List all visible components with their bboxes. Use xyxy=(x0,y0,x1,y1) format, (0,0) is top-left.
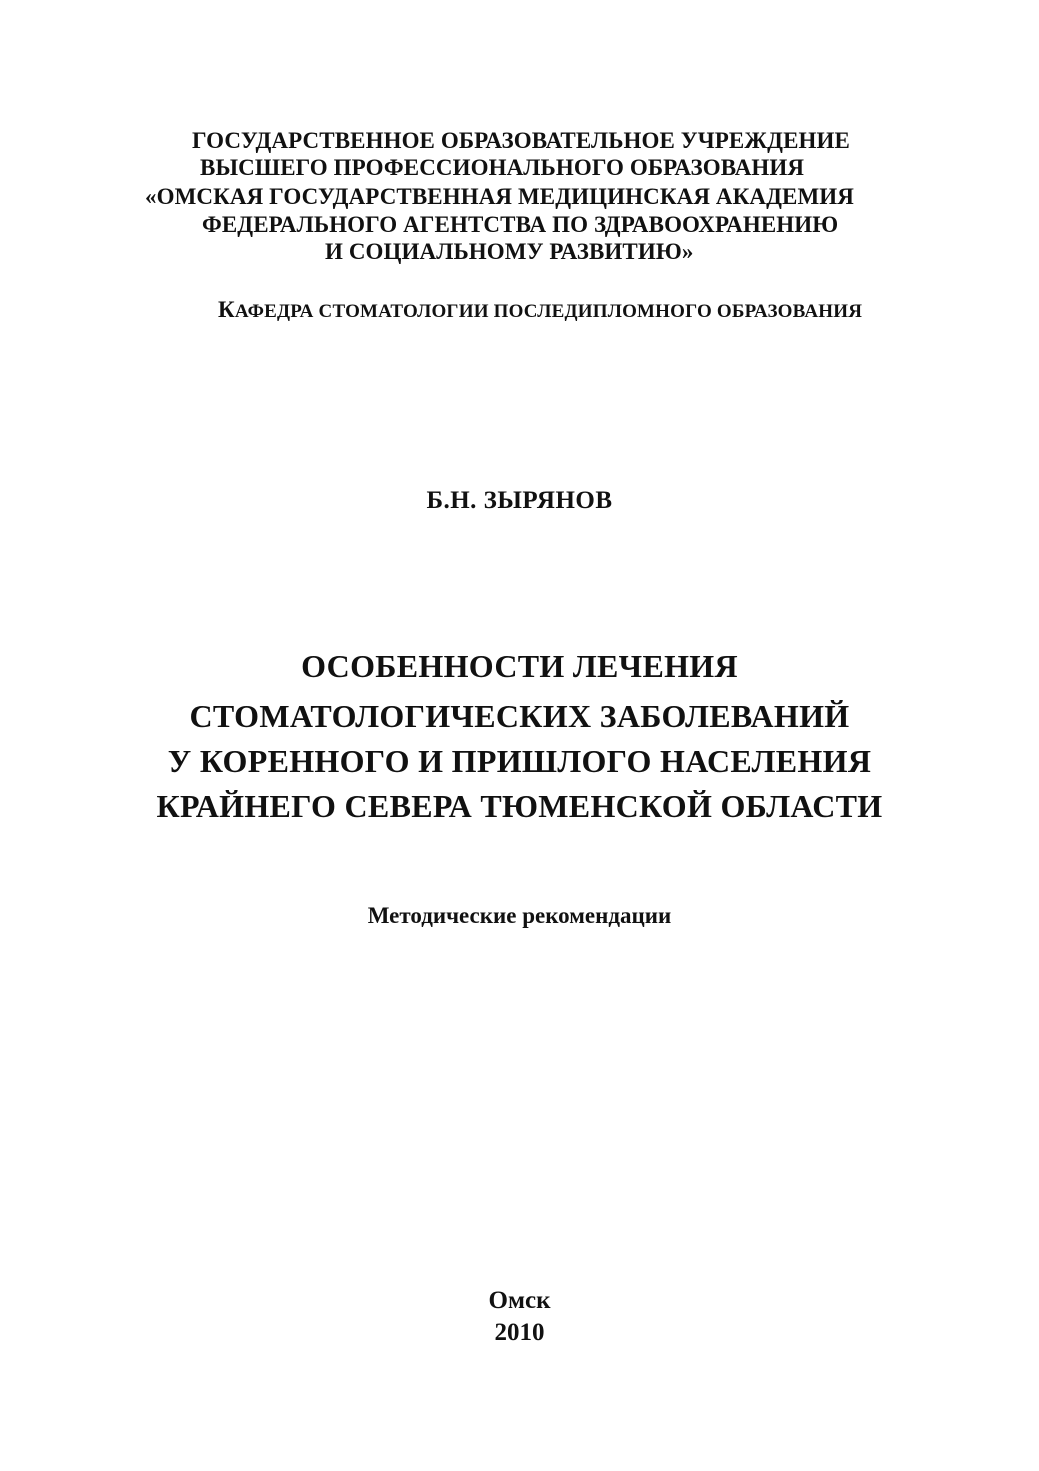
department-initial: К xyxy=(218,297,235,322)
institution-line-5: И СОЦИАЛЬНОМУ РАЗВИТИЮ» xyxy=(325,239,694,264)
institution-line-2: ВЫСШЕГО ПРОФЕССИОНАЛЬНОГО ОБРАЗОВАНИЯ xyxy=(200,155,805,180)
title-line-4: КРАЙНЕГО СЕВЕРА ТЮМЕНСКОЙ ОБЛАСТИ xyxy=(156,788,883,824)
department-name xyxy=(218,298,862,321)
institution-line-1: ГОСУДАРСТВЕННОЕ ОБРАЗОВАТЕЛЬНОЕ УЧРЕЖДЕНИЕ xyxy=(192,128,850,153)
institution-line-4: ФЕДЕРАЛЬНОГО АГЕНТСТВА ПО ЗДРАВООХРАНЕНИЮ xyxy=(202,212,839,237)
imprint-city: Омск xyxy=(488,1287,551,1314)
author-name: Б.Н. ЗЫРЯНОВ xyxy=(426,487,613,514)
title-line-2: СТОМАТОЛОГИЧЕСКИХ ЗАБОЛЕВАНИЙ xyxy=(189,698,850,734)
document-subtitle: Методические рекомендации xyxy=(367,903,672,928)
title-line-3: У КОРЕННОГО И ПРИШЛОГО НАСЕЛЕНИЯ xyxy=(167,743,872,779)
imprint-year: 2010 xyxy=(494,1319,545,1346)
department-rest: АФЕДРА СТОМАТОЛОГИИ ПОСЛЕДИПЛОМНОГО ОБРАЗОВАНИЯ xyxy=(234,301,863,322)
title-line-1: ОСОБЕННОСТИ ЛЕЧЕНИЯ xyxy=(301,648,738,684)
institution-line-3: «ОМСКАЯ ГОСУДАРСТВЕННАЯ МЕДИЦИНСКАЯ АКАДЕМИЯ xyxy=(145,184,854,209)
